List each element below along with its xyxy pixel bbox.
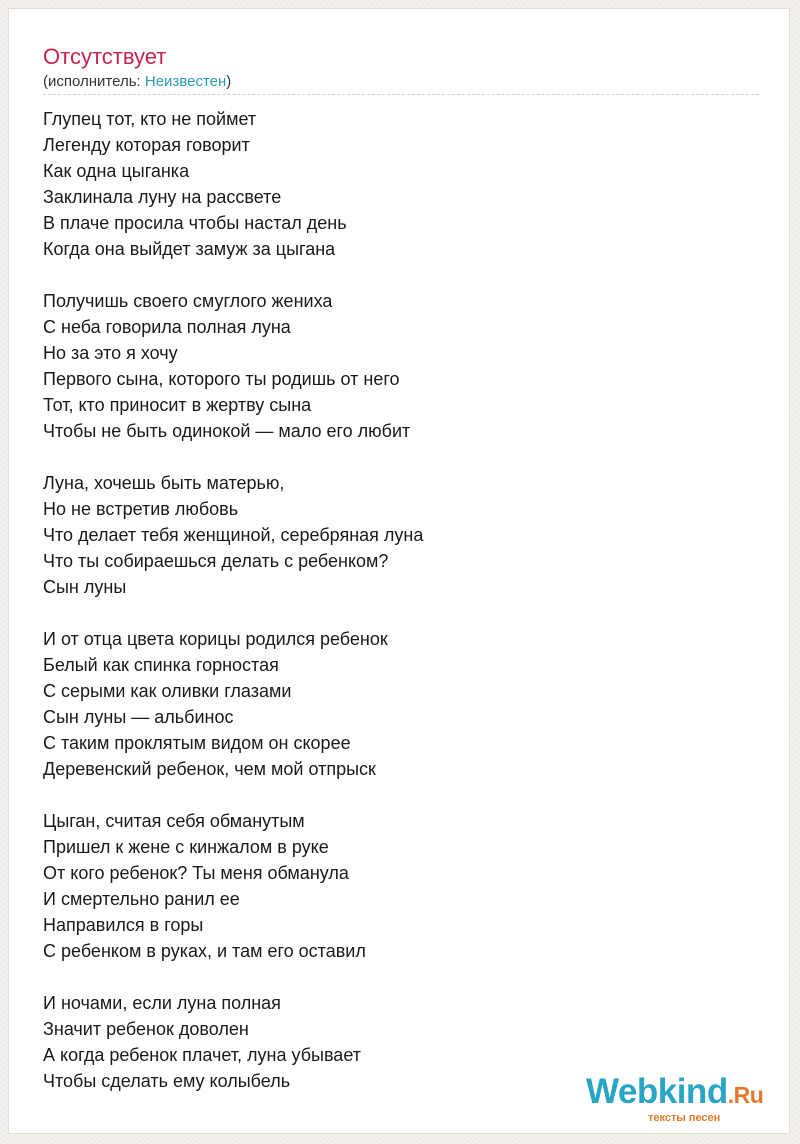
logo-wordmark	[586, 1072, 763, 1115]
lyrics-stanza	[43, 990, 423, 1094]
lyrics-line: С неба говорила полная луна	[43, 317, 291, 337]
lyrics-line: Как одна цыганка	[43, 161, 190, 181]
lyrics-line: С таким проклятым видом он скорее	[43, 733, 351, 753]
lyrics-line: А когда ребенок плачет, луна убывает	[43, 1045, 361, 1065]
lyrics-line: Чтобы не быть одинокой — мало его любит	[43, 421, 411, 441]
lyrics-line: Получишь своего смуглого жениха	[43, 291, 333, 311]
lyrics-line: Глупец тот, кто не поймет	[43, 109, 257, 129]
lyrics-stanza	[43, 626, 423, 782]
lyrics-line: Цыган, считая себя обманутым	[43, 811, 305, 831]
lyrics-stanza	[43, 288, 423, 444]
lyrics-line: Что делает тебя женщиной, серебряная луна	[43, 525, 424, 545]
lyrics-line: Тот, кто приносит в жертву сына	[43, 395, 312, 415]
logo-tld-text: .Ru	[727, 1082, 764, 1108]
lyrics-line: Пришел к жене с кинжалом в руке	[43, 837, 329, 857]
lyrics-line: Луна, хочешь быть матерью,	[43, 473, 285, 493]
song-title: Отсутствует	[43, 44, 167, 69]
lyrics-line: От кого ребенок? Ты меня обманула	[43, 863, 349, 883]
artist-line	[43, 73, 231, 91]
artist-suffix: )	[226, 73, 232, 90]
lyrics-line: Значит ребенок доволен	[43, 1019, 249, 1039]
lyrics-line: Сын луны — альбинос	[43, 707, 234, 727]
lyrics-line: И от отца цвета корицы родился ребенок	[43, 629, 388, 649]
lyrics-stanza	[43, 470, 423, 600]
lyrics-line: И ночами, если луна полная	[43, 993, 281, 1013]
page-card	[8, 8, 790, 1134]
lyrics-body	[43, 106, 423, 1120]
lyrics-stanza	[43, 106, 423, 262]
lyrics-line: Но не встретив любовь	[43, 499, 239, 519]
lyrics-line: Первого сына, которого ты родишь от него	[43, 369, 400, 389]
lyrics-line: Направился в горы	[43, 915, 204, 935]
logo-main-text: Webkind	[586, 1072, 728, 1111]
lyrics-line: Белый как спинка горностая	[43, 655, 279, 675]
lyrics-line: С ребенком в руках, и там его оставил	[43, 941, 366, 961]
lyrics-line: Заклинала луну на рассвете	[43, 187, 282, 207]
lyrics-line: Что ты собираешься делать с ребенком?	[43, 551, 389, 571]
logo-tagline: тексты песен	[648, 1112, 721, 1124]
artist-prefix: (исполнитель:	[43, 73, 145, 90]
lyrics-line: Деревенский ребенок, чем мой отпрыск	[43, 759, 376, 779]
lyrics-line: Чтобы сделать ему колыбель	[43, 1071, 291, 1091]
lyrics-line: Когда она выйдет замуж за цыгана	[43, 239, 336, 259]
site-logo[interactable]	[586, 1072, 786, 1128]
lyrics-line: Сын луны	[43, 577, 127, 597]
lyrics-line: Но за это я хочу	[43, 343, 178, 363]
title-divider	[43, 94, 759, 95]
lyrics-line: Легенду которая говорит	[43, 135, 250, 155]
lyrics-line: И смертельно ранил ее	[43, 889, 240, 909]
lyrics-stanza	[43, 808, 423, 964]
lyrics-line: В плаче просила чтобы настал день	[43, 213, 347, 233]
artist-link[interactable]: Неизвестен	[144, 73, 227, 90]
lyrics-line: С серыми как оливки глазами	[43, 681, 292, 701]
